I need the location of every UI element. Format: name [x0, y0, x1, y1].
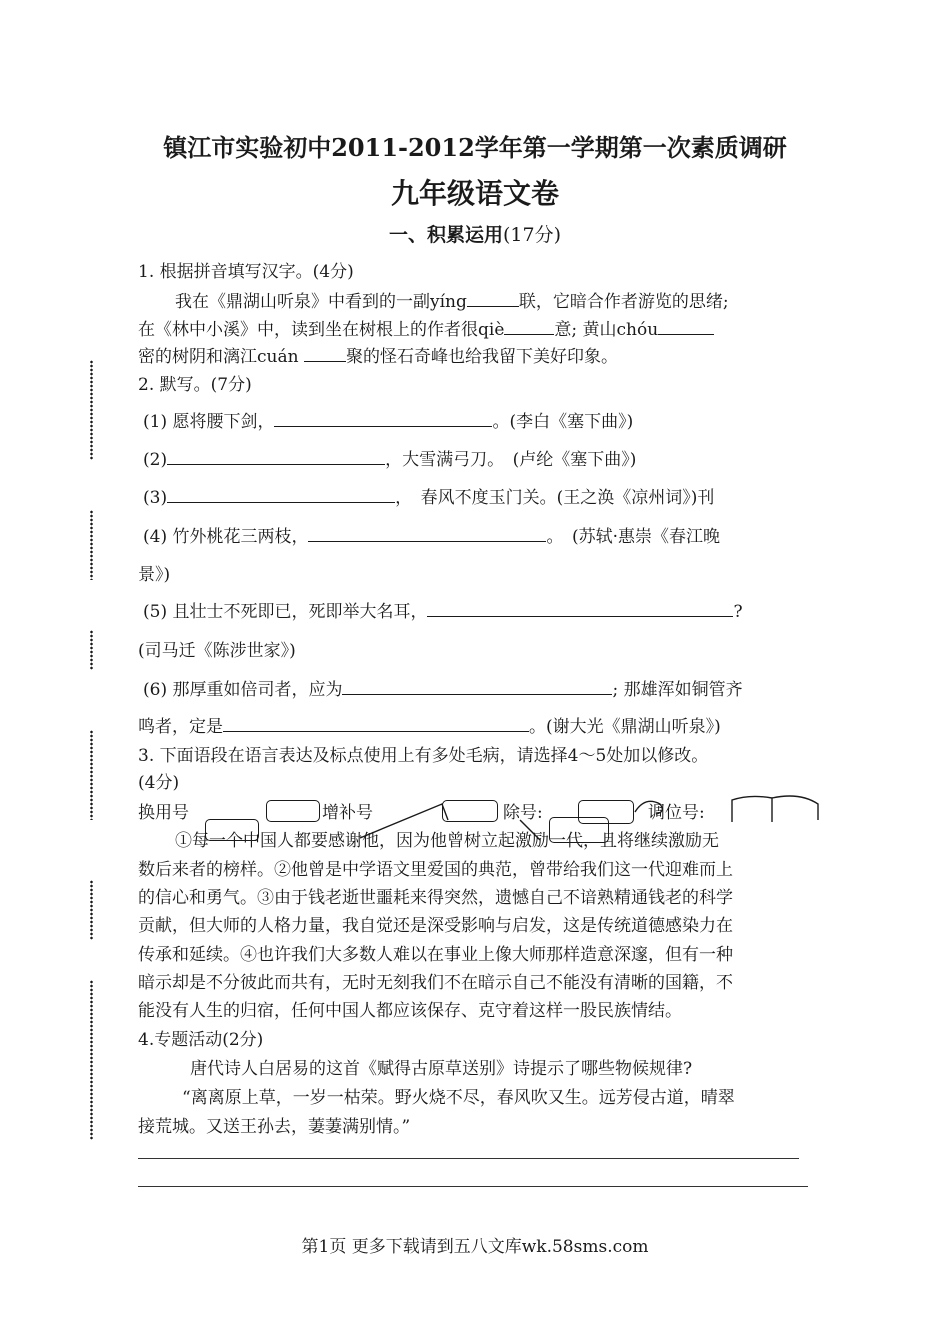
q2-item-5-source: (司马迁《陈涉世家》) [138, 641, 296, 661]
q3-paragraph-line-7: 能没有人生的归宿，任何中国人都应该保存、克守着这样一股民族情结。 [138, 1001, 682, 1021]
answer-blank[interactable] [658, 320, 714, 335]
answer-blank[interactable] [274, 412, 492, 427]
answer-line[interactable] [138, 1186, 808, 1187]
q1-line-3-a: 密的树阴和漓江cuán [138, 347, 299, 367]
q3-label-add: 增补号 [322, 803, 373, 823]
answer-blank[interactable] [304, 347, 346, 362]
q2-item-2 [143, 445, 636, 470]
q3-paragraph-line-1: ①每一个中国人都要感谢他，因为他曾树立起激励一代，且将继续激励无 [175, 831, 719, 851]
answer-blank[interactable] [427, 602, 733, 617]
q2-item-4-text: (4) 竹外桃花三两枝， [143, 527, 309, 547]
q4-poem-line-1: “离离原上草，一岁一枯荣。野火烧不尽，春风吹又生。远芳侵古道，晴翠 [182, 1088, 735, 1108]
binding-dots [90, 980, 93, 1140]
q4-poem-line-2: 接荒城。又送王孙去，萋萋满别情。” [138, 1117, 411, 1137]
q2-item-4-cont: 景》) [138, 565, 171, 585]
q2-item-5 [143, 597, 743, 622]
q3-paragraph-line-4: 贡献，但大师的人格力量，我自觉还是深受影响与启发，这是传统道德感染力在 [138, 916, 733, 936]
answer-blank[interactable] [342, 680, 612, 695]
q1-line-2 [138, 315, 714, 340]
q3-paragraph-line-5: 传承和延续。④也许我们大多数人难以在事业上像大师那样造意深邃，但有一种 [138, 945, 733, 965]
page-subtitle: 九年级语文卷 [390, 177, 559, 210]
replace-mark [266, 800, 320, 822]
q1-line-1-b: 联，它暗合作者游览的思绪; [518, 292, 729, 312]
binding-dots [90, 880, 93, 940]
q1-line-2-b: 意; 黄山chóu [554, 320, 659, 340]
section-prefix: 一、积累运用 [388, 224, 503, 246]
q3-label-replace: 换用号 [138, 803, 189, 823]
q2-item-5-text: (5) 且壮士不死即已，死即举大名耳， [143, 602, 428, 622]
binding-dots [90, 510, 93, 580]
q3-label-swap: 调位号: [648, 803, 705, 823]
q3-points: (4分) [138, 773, 180, 793]
answer-blank[interactable] [167, 488, 395, 503]
proofread-strokes [360, 790, 830, 850]
q2-item-4-source: 。 (苏轼·惠崇《春江晚 [546, 527, 721, 547]
answer-line[interactable] [138, 1158, 799, 1159]
answer-blank[interactable] [504, 320, 554, 335]
q2-item-1-text: (1) 愿将腰下剑， [143, 412, 275, 432]
q2-item-3-num: (3) [143, 488, 168, 508]
q2-item-2-num: (2) [143, 450, 168, 470]
page-title: 镇江市实验初中2011-2012学年第一学期第一次素质调研 [163, 133, 787, 162]
q3-heading: 3. 下面语段在语言表达及标点使用上有多处毛病，请选择4～5处加以修改。 [138, 746, 709, 766]
q2-item-6-source: 。(谢大光《鼎湖山听泉》) [529, 717, 721, 737]
q1-line-1 [175, 287, 729, 312]
answer-blank[interactable] [308, 527, 546, 542]
marked-word-box [205, 819, 259, 841]
q1-line-3-b: 聚的怪石奇峰也给我留下美好印象。 [345, 347, 618, 367]
answer-blank[interactable] [467, 292, 519, 307]
q1-line-1-a: 我在《鼎湖山听泉》中看到的一副yíng [175, 292, 467, 312]
q2-item-6-mid: ; 那雄浑如铜管齐 [612, 680, 743, 700]
q2-item-6-text: (6) 那厚重如倍司者，应为 [143, 680, 343, 700]
q2-item-6-cont-a: 鸣者，定是 [138, 717, 223, 737]
q3-label-delete: 除号: [503, 803, 543, 823]
q3-paragraph-line-2: 数后来者的榜样。②他曾是中学语文里爱国的典范，曾带给我们这一代迎难而上 [138, 860, 733, 880]
q2-item-6 [143, 675, 743, 700]
q2-heading: 2. 默写。(7分) [138, 375, 252, 395]
q1-line-2-a: 在《林中小溪》中，读到坐在树根上的作者很qiè [138, 320, 505, 340]
binding-dots [90, 730, 93, 820]
q2-item-5-end: ? [733, 602, 743, 622]
q4-heading: 4.专题活动(2分) [138, 1030, 264, 1050]
q2-item-3 [143, 483, 714, 508]
answer-blank[interactable] [223, 717, 529, 732]
page-footer: 第1页 更多下载请到五八文库wk.58sms.com [301, 1237, 649, 1257]
q2-item-1-source: 。(李白《塞下曲》) [492, 412, 634, 432]
q3-paragraph-line-6: 暗示却是不分彼此而共有，无时无刻我们不在暗示自己不能没有清晰的国籍，不 [138, 973, 733, 993]
answer-blank[interactable] [167, 450, 385, 465]
q4-prompt: 唐代诗人白居易的这首《赋得古原草送别》诗提示了哪些物候规律? [190, 1059, 693, 1079]
section-heading [0, 220, 950, 247]
q2-item-2-text: ，大雪满弓刀。 (卢纶《塞下曲》) [385, 450, 637, 470]
q2-item-4 [143, 522, 720, 547]
q3-paragraph-line-3: 的信心和勇气。③由于钱老逝世噩耗来得突然，遗憾自己不谙熟精通钱老的科学 [138, 888, 733, 908]
q2-item-1 [143, 407, 633, 432]
q2-item-6-cont [138, 712, 721, 737]
section-points: (17分) [503, 224, 562, 246]
binding-dots [90, 630, 93, 670]
q1-heading: 1. 根据拼音填写汉字。(4分) [138, 262, 354, 282]
binding-dots [90, 360, 93, 460]
q1-line-3 [138, 342, 618, 367]
q2-item-3-text: ， 春风不度玉门关。(王之涣《凉州词》)刊 [395, 488, 715, 508]
